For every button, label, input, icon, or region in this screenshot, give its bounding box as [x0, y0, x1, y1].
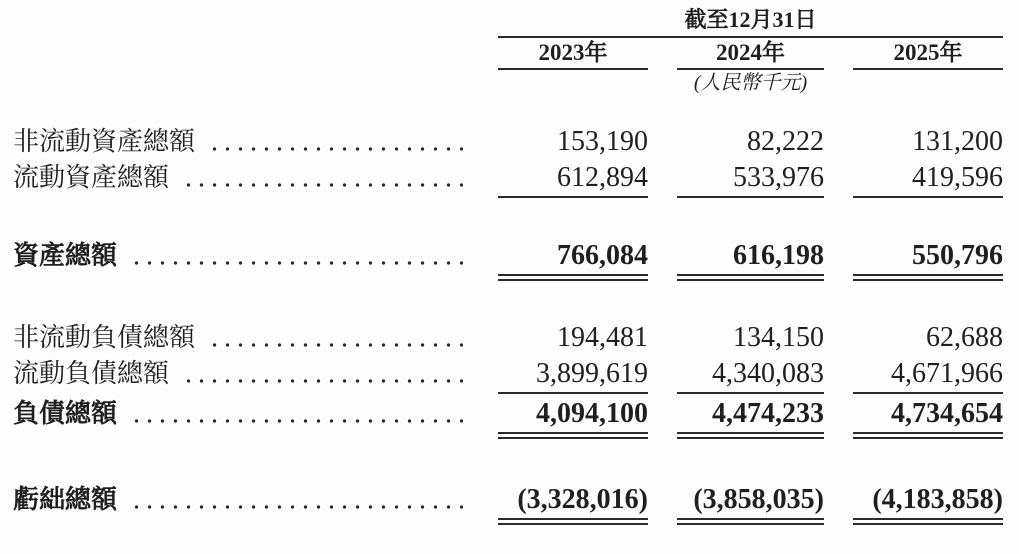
- row-label-text: 流動負債總額: [13, 359, 170, 388]
- value-cell-2025: (4,183,858): [853, 486, 1003, 520]
- row-label: [13, 128, 498, 162]
- period-header-row: [13, 6, 1003, 38]
- row-label-text: 非流動資產總額: [13, 127, 196, 156]
- dot-leader: [179, 378, 463, 384]
- value-cell-2025: 4,734,654: [853, 400, 1003, 434]
- row-label-text: 負債總額: [13, 399, 118, 428]
- section-spacer: [13, 198, 1003, 240]
- dot-leader: [127, 260, 463, 266]
- section-spacer: [13, 96, 1003, 126]
- table-row-total-deficit: [13, 484, 1003, 520]
- value-cell-2023: 194,481: [557, 322, 648, 353]
- row-label-text: 流動資產總額: [13, 163, 170, 192]
- value-cell-2023: 4,094,100: [498, 400, 648, 434]
- row-label: [13, 324, 498, 358]
- row-label: [13, 400, 498, 434]
- value-cell-2024: 82,222: [747, 126, 824, 157]
- row-label: [13, 242, 498, 276]
- value-cell-2024: 4,474,233: [677, 400, 824, 434]
- row-label: [13, 486, 498, 520]
- row-label-text: 非流動負債總額: [13, 323, 196, 352]
- table-row-non-current-liabilities: [13, 322, 1003, 358]
- table-row-non-current-assets: [13, 126, 1003, 162]
- row-label: [13, 360, 498, 394]
- value-cell-2025: 550,796: [853, 242, 1003, 276]
- dot-leader: [205, 342, 463, 348]
- column-header-2023: 2023年: [498, 38, 648, 70]
- value-cell-2024: 533,976: [677, 164, 824, 198]
- table-row-current-assets: [13, 162, 1003, 198]
- value-cell-2023: 612,894: [498, 164, 648, 198]
- unit-note-row: [13, 70, 1003, 96]
- period-header: 截至12月31日: [498, 6, 1003, 38]
- currency-unit-note: (人民幣千元): [693, 72, 808, 94]
- value-cell-2025: 62,688: [926, 322, 1003, 353]
- value-cell-2023: 766,084: [498, 242, 648, 276]
- value-cell-2024: (3,858,035): [677, 486, 824, 520]
- value-cell-2023: 3,899,619: [498, 360, 648, 394]
- value-cell-2024: 616,198: [677, 242, 824, 276]
- column-header-2025: 2025年: [853, 38, 1003, 70]
- row-label-text: 虧絀總額: [13, 485, 118, 514]
- column-header-2024: 2024年: [677, 38, 824, 70]
- value-cell-2024: 4,340,083: [677, 360, 824, 394]
- dot-leader: [205, 146, 463, 152]
- value-cell-2025: 131,200: [912, 126, 1003, 157]
- section-spacer: [13, 434, 1003, 484]
- table-row-current-liabilities: [13, 358, 1003, 394]
- balance-sheet-summary-table: [13, 6, 1003, 520]
- value-cell-2024: 134,150: [733, 322, 824, 353]
- value-cell-2023: 153,190: [557, 126, 648, 157]
- table-row-total-liabilities: [13, 394, 1003, 434]
- table-row-total-assets: [13, 240, 1003, 276]
- section-spacer: [13, 276, 1003, 322]
- row-label: [13, 164, 498, 198]
- value-cell-2025: 4,671,966: [853, 360, 1003, 394]
- dot-leader: [179, 182, 463, 188]
- dot-leader: [127, 504, 463, 510]
- dot-leader: [127, 418, 463, 424]
- row-label-text: 資產總額: [13, 241, 118, 270]
- year-header-row: [13, 38, 1003, 70]
- value-cell-2023: (3,328,016): [498, 486, 648, 520]
- value-cell-2025: 419,596: [853, 164, 1003, 198]
